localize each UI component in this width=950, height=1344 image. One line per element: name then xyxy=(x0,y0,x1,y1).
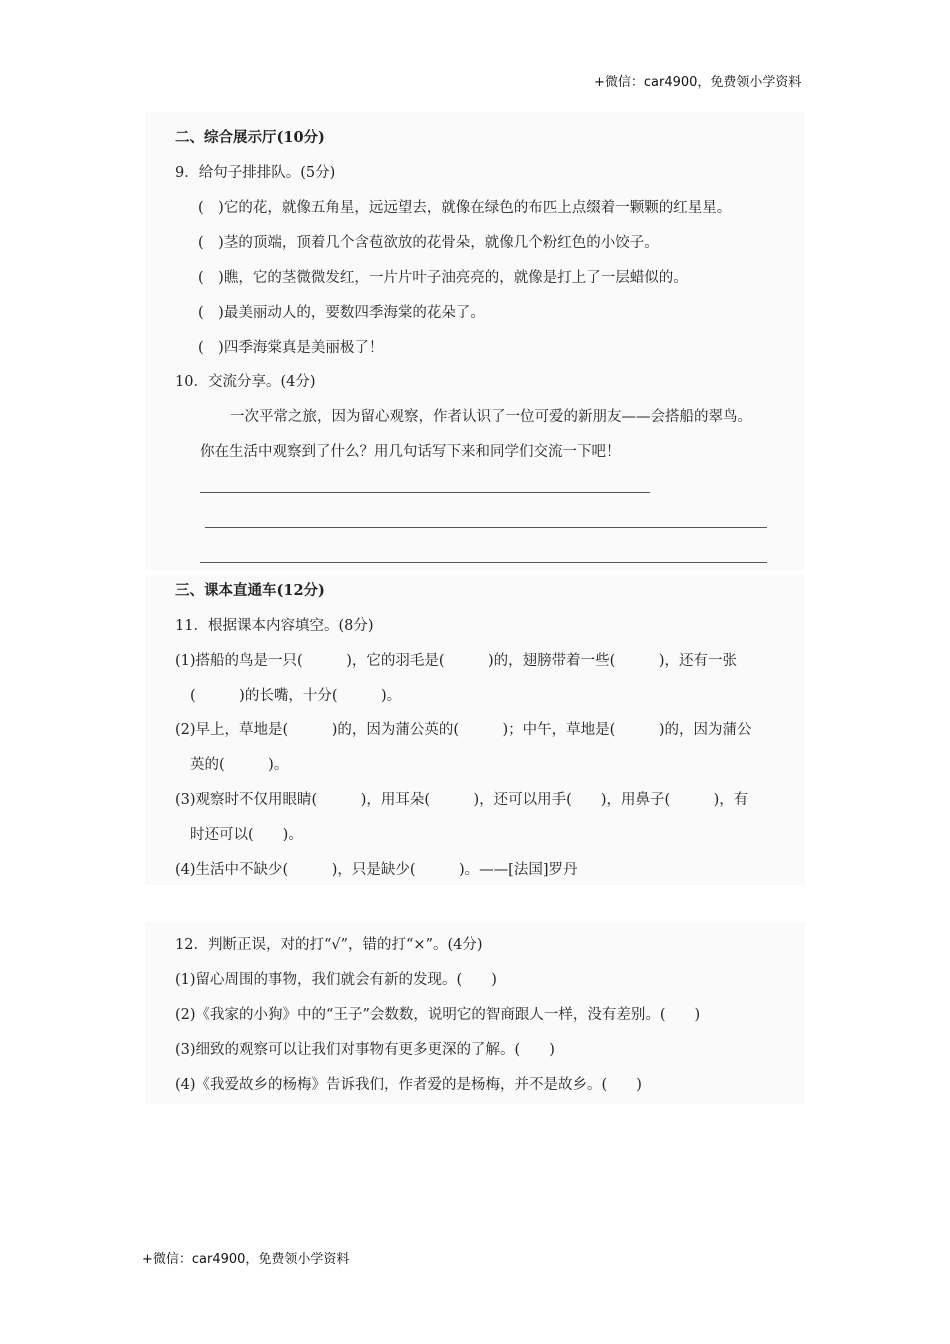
q11-line: (2)早上，草地是( )的，因为蒲公英的( )；中午，草地是( )的，因为蒲公 xyxy=(175,722,752,738)
q9-item: ( )最美丽动人的，要数四季海棠的花朵了。 xyxy=(198,305,485,321)
q11-line: 英的( )。 xyxy=(190,757,289,773)
q11-line: (3)观察时不仅用眼睛( )，用耳朵( )，还可以用手( )，用鼻子( )，有 xyxy=(175,792,749,808)
q9-item: ( )四季海棠真是美丽极了！ xyxy=(198,340,384,356)
q9-item: ( )茎的顶端，顶着几个含苞欲放的花骨朵，就像几个粉红色的小饺子。 xyxy=(198,235,659,251)
q11-line: 时还可以( )。 xyxy=(190,827,303,843)
q12-item: (4)《我爱故乡的杨梅》告诉我们，作者爱的是杨梅，并不是故乡。( ) xyxy=(175,1077,642,1093)
section2-title: 二、综合展示厅(10分) xyxy=(175,129,325,146)
watermark-bottom: +微信：car4900，免费领小学资料 xyxy=(142,1252,350,1267)
answer-line[interactable] xyxy=(200,562,767,563)
section3-title: 三、课本直通车(12分) xyxy=(175,582,325,599)
q9-item: ( )它的花，就像五角星，远远望去，就像在绿色的布匹上点缀着一颗颗的红星星。 xyxy=(198,200,732,216)
answer-line[interactable] xyxy=(205,527,767,528)
q12-item: (3)细致的观察可以让我们对事物有更多更深的了解。( ) xyxy=(175,1042,555,1058)
q12-item: (1)留心周围的事物，我们就会有新的发现。( ) xyxy=(175,972,497,988)
q11-line: ( )的长嘴，十分( )。 xyxy=(190,688,402,704)
q9-title: 9．给句子排排队。(5分) xyxy=(175,165,336,181)
q10-paragraph: 一次平常之旅，因为留心观察，作者认识了一位可爱的新朋友——会搭船的翠鸟。 xyxy=(230,409,752,425)
q9-item: ( )瞧，它的茎微微发红，一片片叶子油亮亮的，就像是打上了一层蜡似的。 xyxy=(198,270,688,286)
q10-title: 10．交流分享。(4分) xyxy=(175,374,316,390)
q11-line: (4)生活中不缺少( )，只是缺少( )。——[法国]罗丹 xyxy=(175,862,578,878)
q10-prompt: 你在生活中观察到了什么？用几句话写下来和同学们交流一下吧！ xyxy=(200,444,621,460)
q12-title: 12．判断正误，对的打“√”，错的打“×”。(4分) xyxy=(175,937,483,953)
watermark-top: +微信：car4900，免费领小学资料 xyxy=(594,75,802,90)
q11-title: 11．根据课本内容填空。(8分) xyxy=(175,618,374,634)
answer-line[interactable] xyxy=(200,492,650,493)
q11-line: (1)搭船的鸟是一只( )，它的羽毛是( )的，翅膀带着一些( )，还有一张 xyxy=(175,653,737,669)
q12-item: (2)《我家的小狗》中的“王子”会数数，说明它的智商跟人一样，没有差别。( ) xyxy=(175,1007,701,1023)
